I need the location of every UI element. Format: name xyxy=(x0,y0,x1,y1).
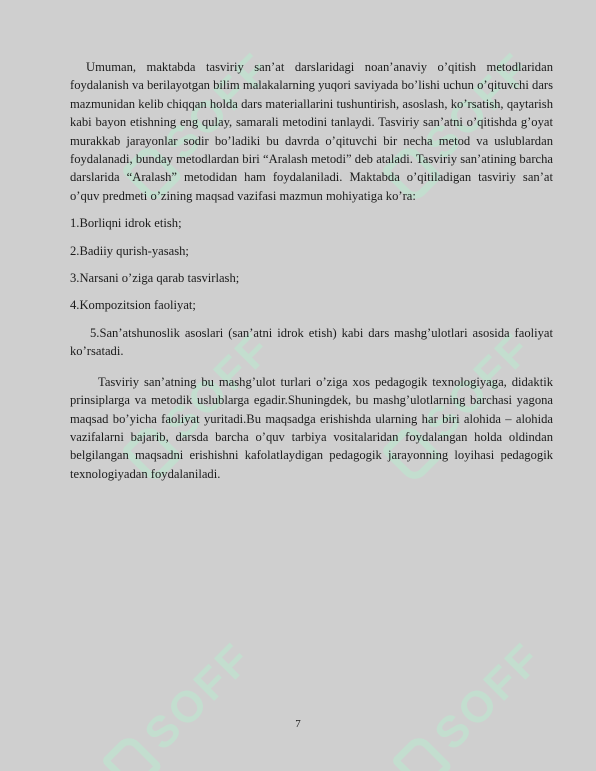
soff-watermark: SOFF xyxy=(380,323,542,485)
soff-logo-icon xyxy=(101,732,163,771)
list-item: 3.Narsani o’ziga qarab tasvirlash; xyxy=(70,271,240,286)
document-body xyxy=(70,58,553,483)
soff-watermark: SOFF xyxy=(120,323,282,485)
list-item-5: 5.San’atshunoslik asoslari (san’atni idrok etish) kabi dars mashg’ulotlari asosida faoliyat ko’rsatadi. xyxy=(70,325,553,359)
list-item: 1.Borliqni idrok etish; xyxy=(70,216,182,231)
page-number: 7 xyxy=(295,718,301,730)
list-item: 4.Kompozitsion faoliyat; xyxy=(70,298,196,313)
intro-paragraph: Umuman, maktabda tasviriy san’at darslaridagi noan’anaviy o’qitish metodlaridan foydalanish va berilayotgan bilim malakalarning yuqori saviyada bo’lishi uchun o’qituvchi dars mazmunidan kelib chiqqan holda dars materiallarini tushuntirish, asoslash, ko’rsatish, qaytarish kabi bayon etishning eng qulay, samarali metodini tanlaydi. Tasviriy san’atni o’qitishda g’oyat murakkab jarayonlar sodir bo’ladiki bu davrda o’qituvchi bir necha metod va uslublardan foydalanadi, bunday metodlardan biri “Aralash metodi” deb ataladi. Tasviriy san’atining barcha darslarida “Aralash” metodidan ham foydalaniladi. Maktabda o’qitiladigan tasviriy san’at o’quv predmeti o’zining maqsad vazifasi mazmun mohiyatiga ko’ra: xyxy=(70,60,553,203)
soff-watermark: SOFF xyxy=(100,633,262,771)
soff-watermark: SOFF xyxy=(120,43,282,205)
soff-watermark: SOFF xyxy=(390,633,552,771)
soff-watermark: SOFF xyxy=(380,43,542,205)
closing-paragraph: Tasviriy san’atning bu mashg’ulot turlari o’ziga xos pedagogik texnologiyaga, didaktik prinsiplarga va metodik uslublarga egadir.Shuningdek, bu mashg’ulotlarning barchasi yagona maqsad bo’yicha faoliyat yuritadi.Bu maqsadga erishishda ularning har biri alohida – alohida vazifalarni bajarib, darsda barcha o’quv tarbiya vositalaridan foydalangan holda oldindan belgilangan maqsadni erishishni kafolatlaydigan pedagogik jarayonning loyihasi pedagogik texnologiyadan foydalaniladi. xyxy=(70,374,553,481)
list-item: 2.Badiiy qurish-yasash; xyxy=(70,243,189,258)
soff-logo-icon xyxy=(391,732,453,771)
